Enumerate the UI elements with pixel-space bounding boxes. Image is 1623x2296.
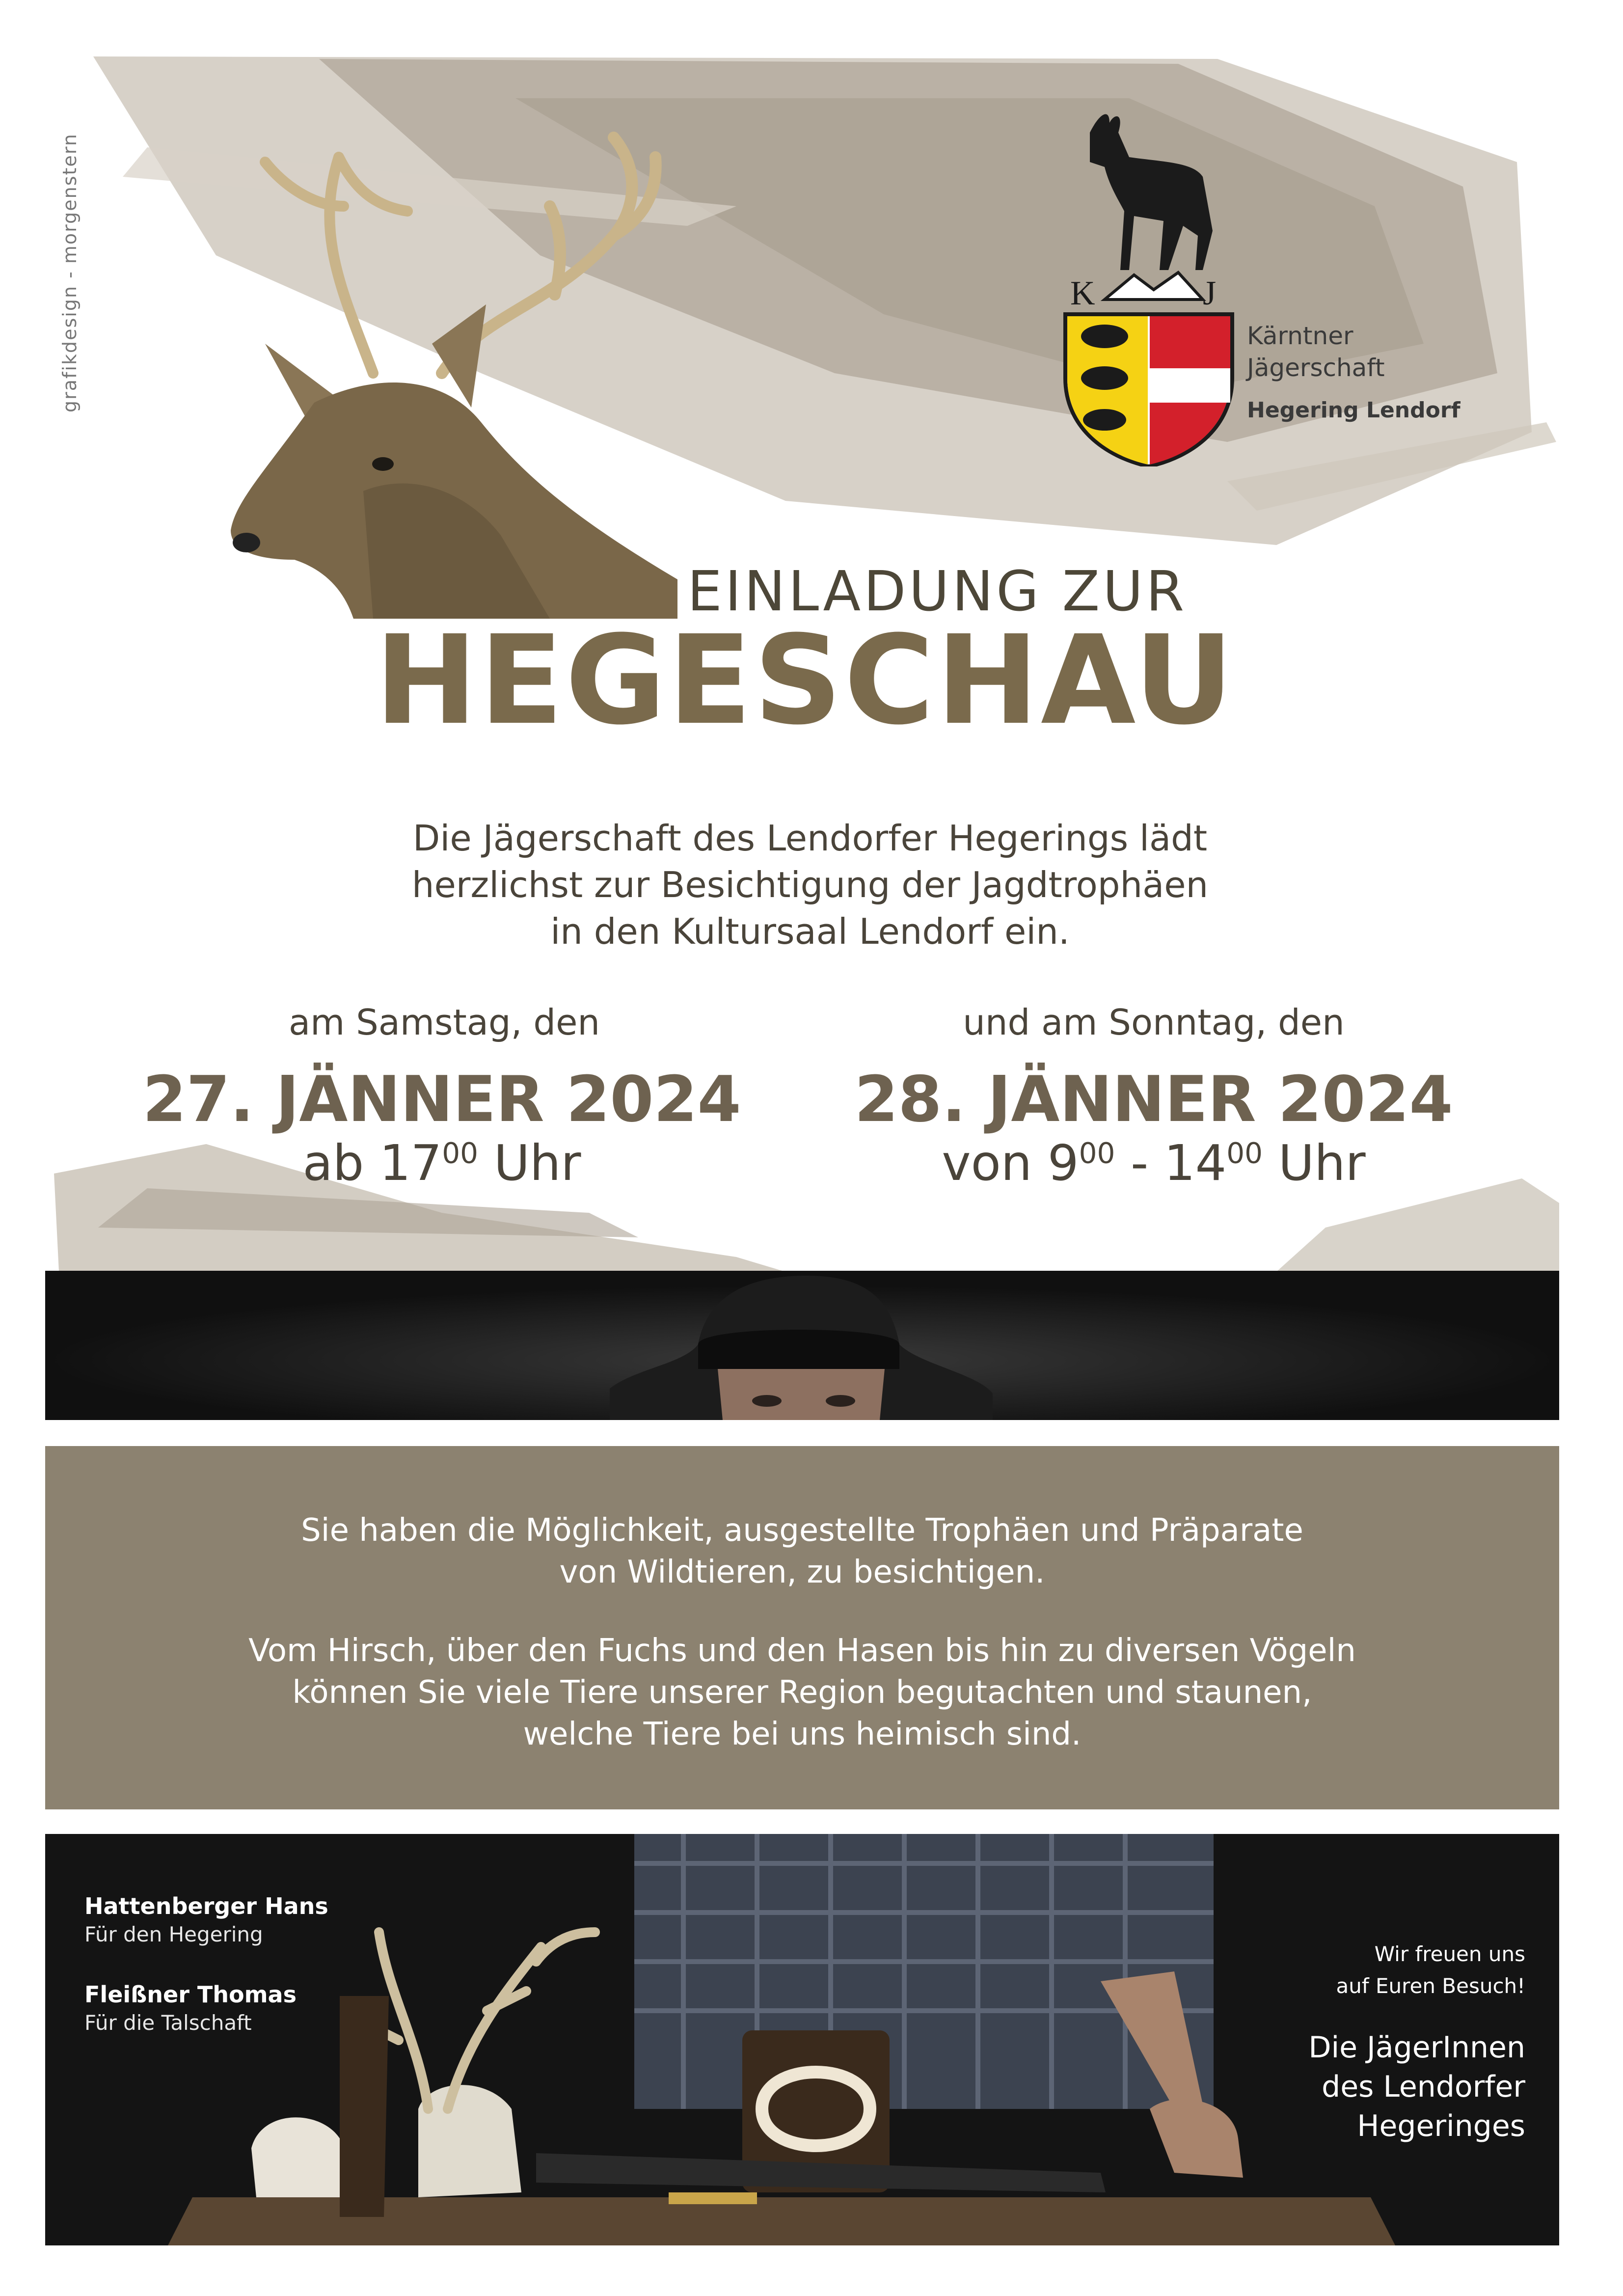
info-line: Vom Hirsch, über den Fuchs und den Hasen bis hin zu diversen Vögeln	[248, 1633, 1356, 1669]
hunter-photo-banner	[45, 1271, 1559, 1420]
saturday-label: am Samstag, den	[288, 1002, 600, 1043]
saturday-date: 27. JÄNNER 2024	[142, 1063, 741, 1136]
contact-role: Für den Hegering	[84, 1922, 263, 1946]
saturday-time: ab $17^{00}$ Uhr	[302, 1134, 581, 1192]
svg-text:K: K	[1070, 274, 1095, 312]
info-box	[45, 1446, 1559, 1809]
sunday-date: 28. JÄNNER 2024	[854, 1063, 1453, 1136]
intro-line: herzlichst zur Besichtigung der Jagdtrophäen	[411, 864, 1209, 905]
contact-name: Fleißner Thomas	[84, 1981, 297, 2008]
closing-signature: des Lendorfer	[1322, 2070, 1525, 2104]
sunday-label: und am Sonntag, den	[963, 1002, 1345, 1043]
designer-credit: grafikdesign - morgenstern	[59, 133, 81, 412]
chamois-coat-of-arms-icon	[1055, 103, 1242, 466]
contact-role: Für die Talschaft	[84, 2011, 252, 2035]
trophies-photo-banner	[45, 1834, 1559, 2245]
info-line: von Wildtieren, zu besichtigen.	[559, 1554, 1045, 1590]
closing-signature: Hegeringes	[1357, 2109, 1525, 2143]
contact-name: Hattenberger Hans	[84, 1893, 328, 1919]
sunday-time: von $9^{00} - 14^{00}$ Uhr	[942, 1134, 1366, 1192]
closing-greeting: Wir freuen uns	[1374, 1942, 1525, 1966]
info-line: welche Tiere bei uns heimisch sind.	[523, 1716, 1082, 1752]
title-einladung: EINLADUNG ZUR	[687, 560, 1188, 624]
intro-line: Die Jägerschaft des Lendorfer Hegerings lädt	[412, 818, 1208, 859]
svg-text:J: J	[1203, 274, 1217, 312]
info-line: können Sie viele Tiere unserer Region begutachten und staunen,	[292, 1674, 1312, 1711]
org-name-line1: Kärntner	[1247, 322, 1353, 350]
info-line: Sie haben die Möglichkeit, ausgestellte Trophäen und Präparate	[301, 1512, 1303, 1549]
org-name-hegering: Hegering Lendorf	[1247, 398, 1461, 423]
title-hegeschau: HEGESCHAU	[375, 609, 1236, 752]
intro-line: in den Kultursaal Lendorf ein.	[550, 911, 1070, 952]
org-name-line2: Jägerschaft	[1247, 354, 1385, 382]
closing-greeting: auf Euren Besuch!	[1336, 1974, 1525, 1998]
hunter-with-hat-image	[45, 1271, 1559, 1420]
closing-signature: Die JägerInnen	[1308, 2030, 1525, 2065]
